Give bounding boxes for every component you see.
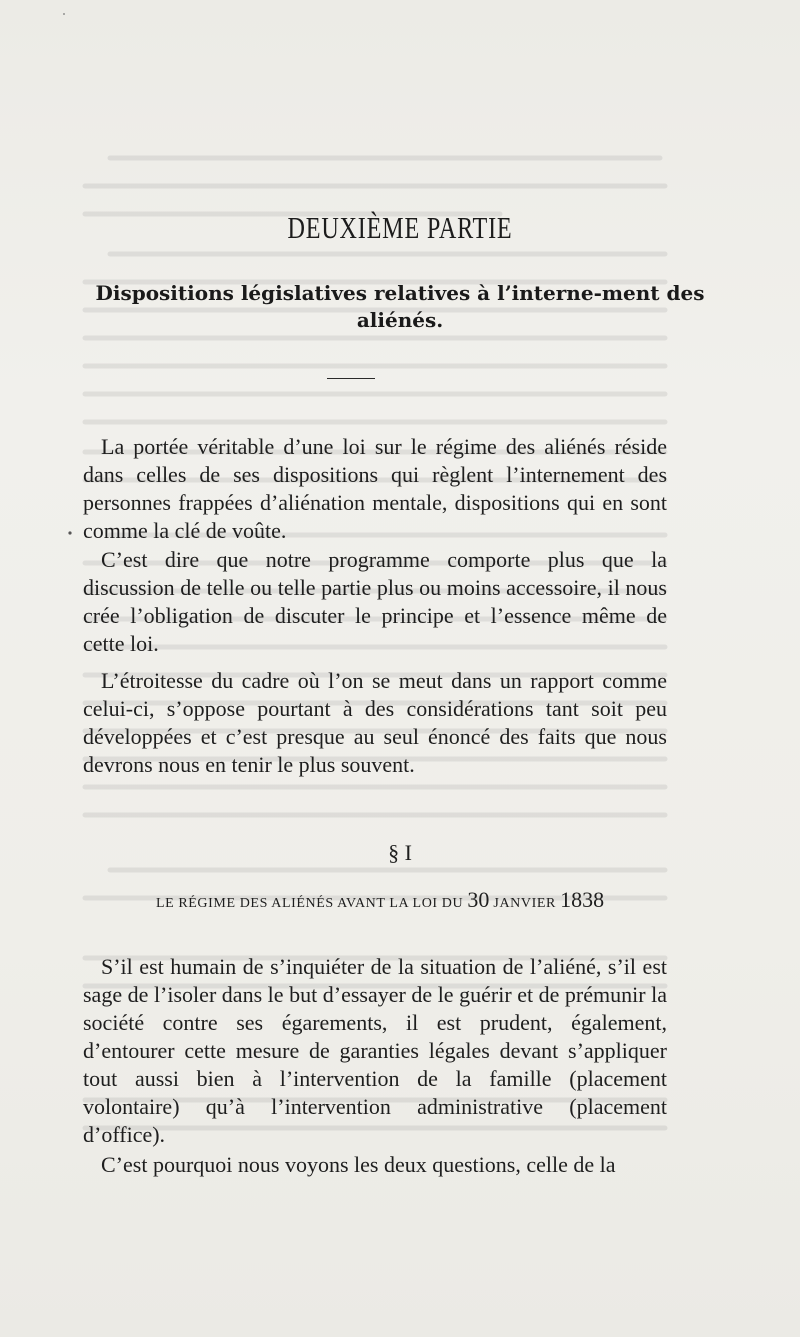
section-title-year: 1838 bbox=[560, 887, 605, 912]
chapter-subtitle: Dispositions législatives relatives à l’interne-ment des aliénés. bbox=[95, 281, 705, 332]
paragraph-1: La portée véritable d’une loi sur le régime des aliénés réside dans celles de ses dispositions qui règlent l’internement des personnes frappées d’aliénation mentale, dispositions qui en sont comme la clé de voûte. bbox=[83, 434, 667, 543]
part-title: DEUXIÈME PARTIE bbox=[287, 210, 513, 245]
section-title-month: JANVIER bbox=[493, 896, 556, 911]
paragraph-4: S’il est humain de s’inquiéter de la situation de l’aliéné, s’il est sage de l’isoler dans le but d’essayer de le guérir et de prémunir la société contre ses égarements, il est prudent, également, d’entourer cette mesure de garanties légales devant s’appliquer tout aussi bien à l’intervention de la famille (placement volontaire) qu’à l’intervention administrative (placement d’office). bbox=[83, 954, 667, 1147]
paragraph-5: C’est pourquoi nous voyons les deux questions, celle de la bbox=[101, 1152, 616, 1177]
section-mark: § I bbox=[388, 840, 412, 865]
section-title-day: 30 bbox=[467, 887, 490, 912]
title-rule bbox=[327, 378, 375, 379]
section-title-prefix: LE RÉGIME DES ALIÉNÉS AVANT LA LOI DU bbox=[155, 896, 464, 911]
paragraph-3: L’étroitesse du cadre où l’on se meut dans un rapport comme celui-ci, s’oppose pourtant à des considérations tant soit peu développées et c’est presque au seul énoncé des faits que nous devrons nous en tenir le plus souvent. bbox=[83, 668, 667, 777]
paragraph-2: C’est dire que notre programme comporte plus que la discussion de telle ou telle partie plus ou moins accessoire, il nous crée l’obligation de discuter le principe et l’essence même de cette loi. bbox=[83, 547, 667, 656]
section-title bbox=[100, 887, 660, 913]
